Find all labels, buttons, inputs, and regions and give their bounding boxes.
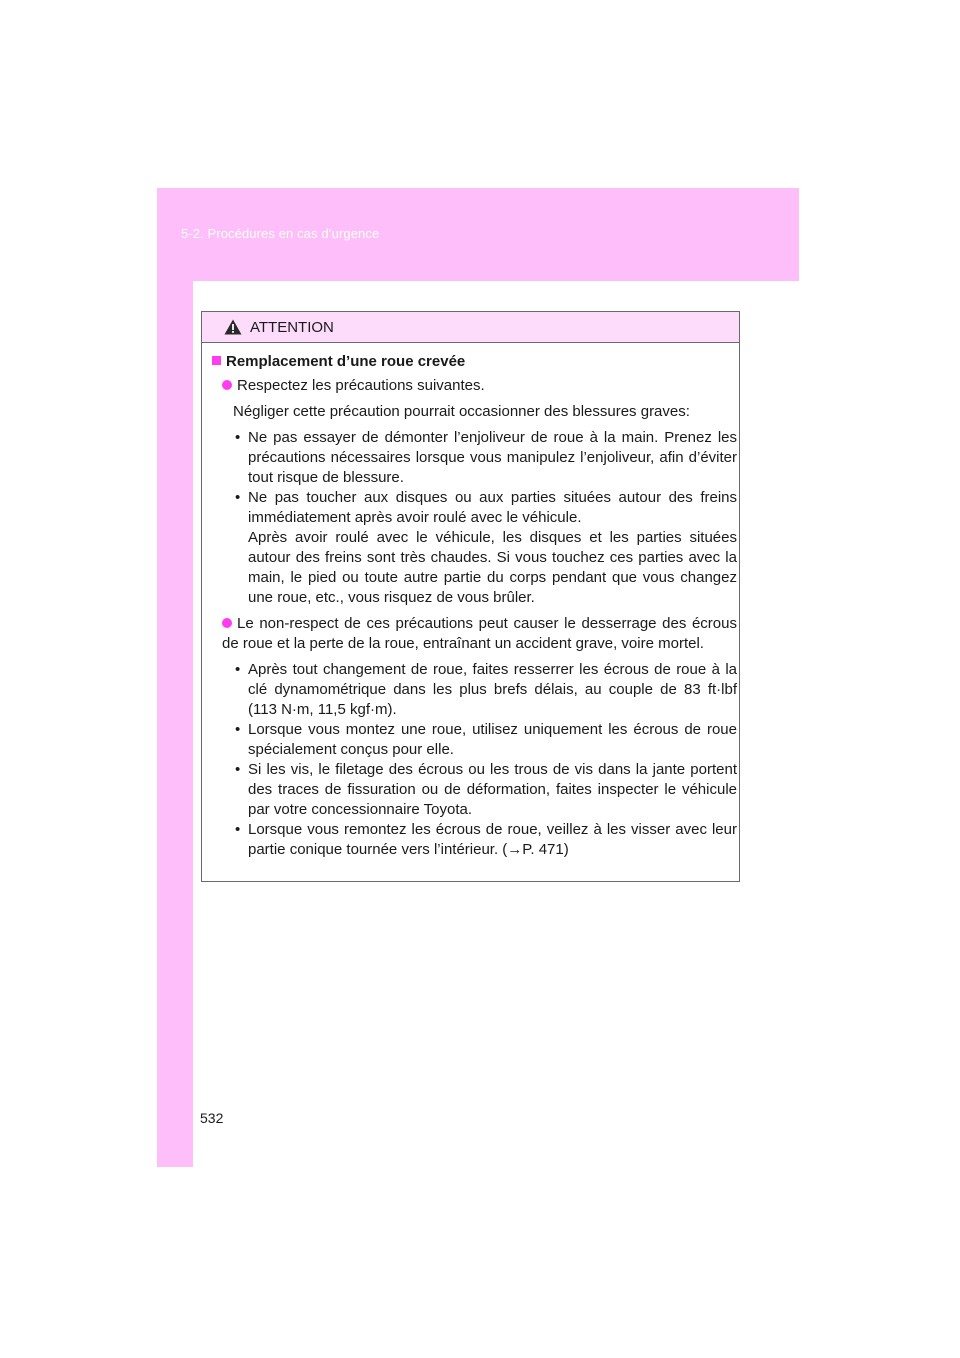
list-item: • Ne pas toucher aux disques ou aux parties situées autour des freins immédiatement après avoir roulé avec le véhicule. Après avoir roulé avec le véhicule, les disques et les parties situées autour des freins sont très chaudes. Si vous touchez ces parties avec la main, le pied ou toute autre partie du corps pendant que vous changez une roue, etc., vous risquez de vous brûler.	[233, 488, 737, 608]
page-number: 532	[200, 1110, 224, 1126]
list-item: • Après tout changement de roue, faites resserrer les écrous de roue à la clé dynamométrique dans les plus brefs délais, au couple de 83 ft·lbf (113 N·m, 11,5 kgf·m).	[233, 660, 737, 720]
list-item: • Lorsque vous remontez les écrous de roue, veillez à les visser avec leur partie conique tournée vers l’intérieur. (→P. 471)	[233, 820, 737, 860]
section-label: 5-2. Procédures en cas d’urgence	[181, 226, 380, 241]
warning-box	[201, 311, 740, 882]
list-item: • Lorsque vous montez une roue, utilisez uniquement les écrous de roue spécialement conçus pour elle.	[233, 720, 737, 760]
point-1-intro: Négliger cette précaution pourrait occasionner des blessures graves:	[233, 403, 690, 420]
list-item: • Si les vis, le filetage des écrous ou les trous de vis dans la jante portent des traces de fissuration ou de déformation, faites inspecter le véhicule par votre concessionnaire Toyota.	[233, 760, 737, 820]
list-item: • Ne pas essayer de démonter l’enjoliveur de roue à la main. Prenez les précautions nécessaires lorsque vous manipulez l’enjoliveur, afin d’éviter tout risque de blessure.	[233, 428, 737, 488]
warning-header	[202, 312, 739, 343]
point-1: Respectez les précautions suivantes.	[222, 376, 737, 396]
point-2: Le non-respect de ces précautions peut causer le desserrage des écrous de roue et la perte de la roue, entraînant un accident grave, voire mortel.	[222, 615, 737, 652]
warning-title: ATTENTION	[250, 318, 334, 336]
circle-bullet-icon	[222, 618, 232, 628]
warning-content	[212, 352, 737, 860]
point-1-bullets	[233, 428, 737, 608]
point-2-bullets	[233, 660, 737, 860]
square-bullet-icon	[212, 356, 221, 365]
circle-bullet-icon	[222, 380, 232, 390]
side-strip	[157, 281, 193, 1167]
warning-triangle-icon	[224, 319, 242, 335]
warning-subheading: Remplacement d’une roue crevée	[212, 352, 737, 372]
